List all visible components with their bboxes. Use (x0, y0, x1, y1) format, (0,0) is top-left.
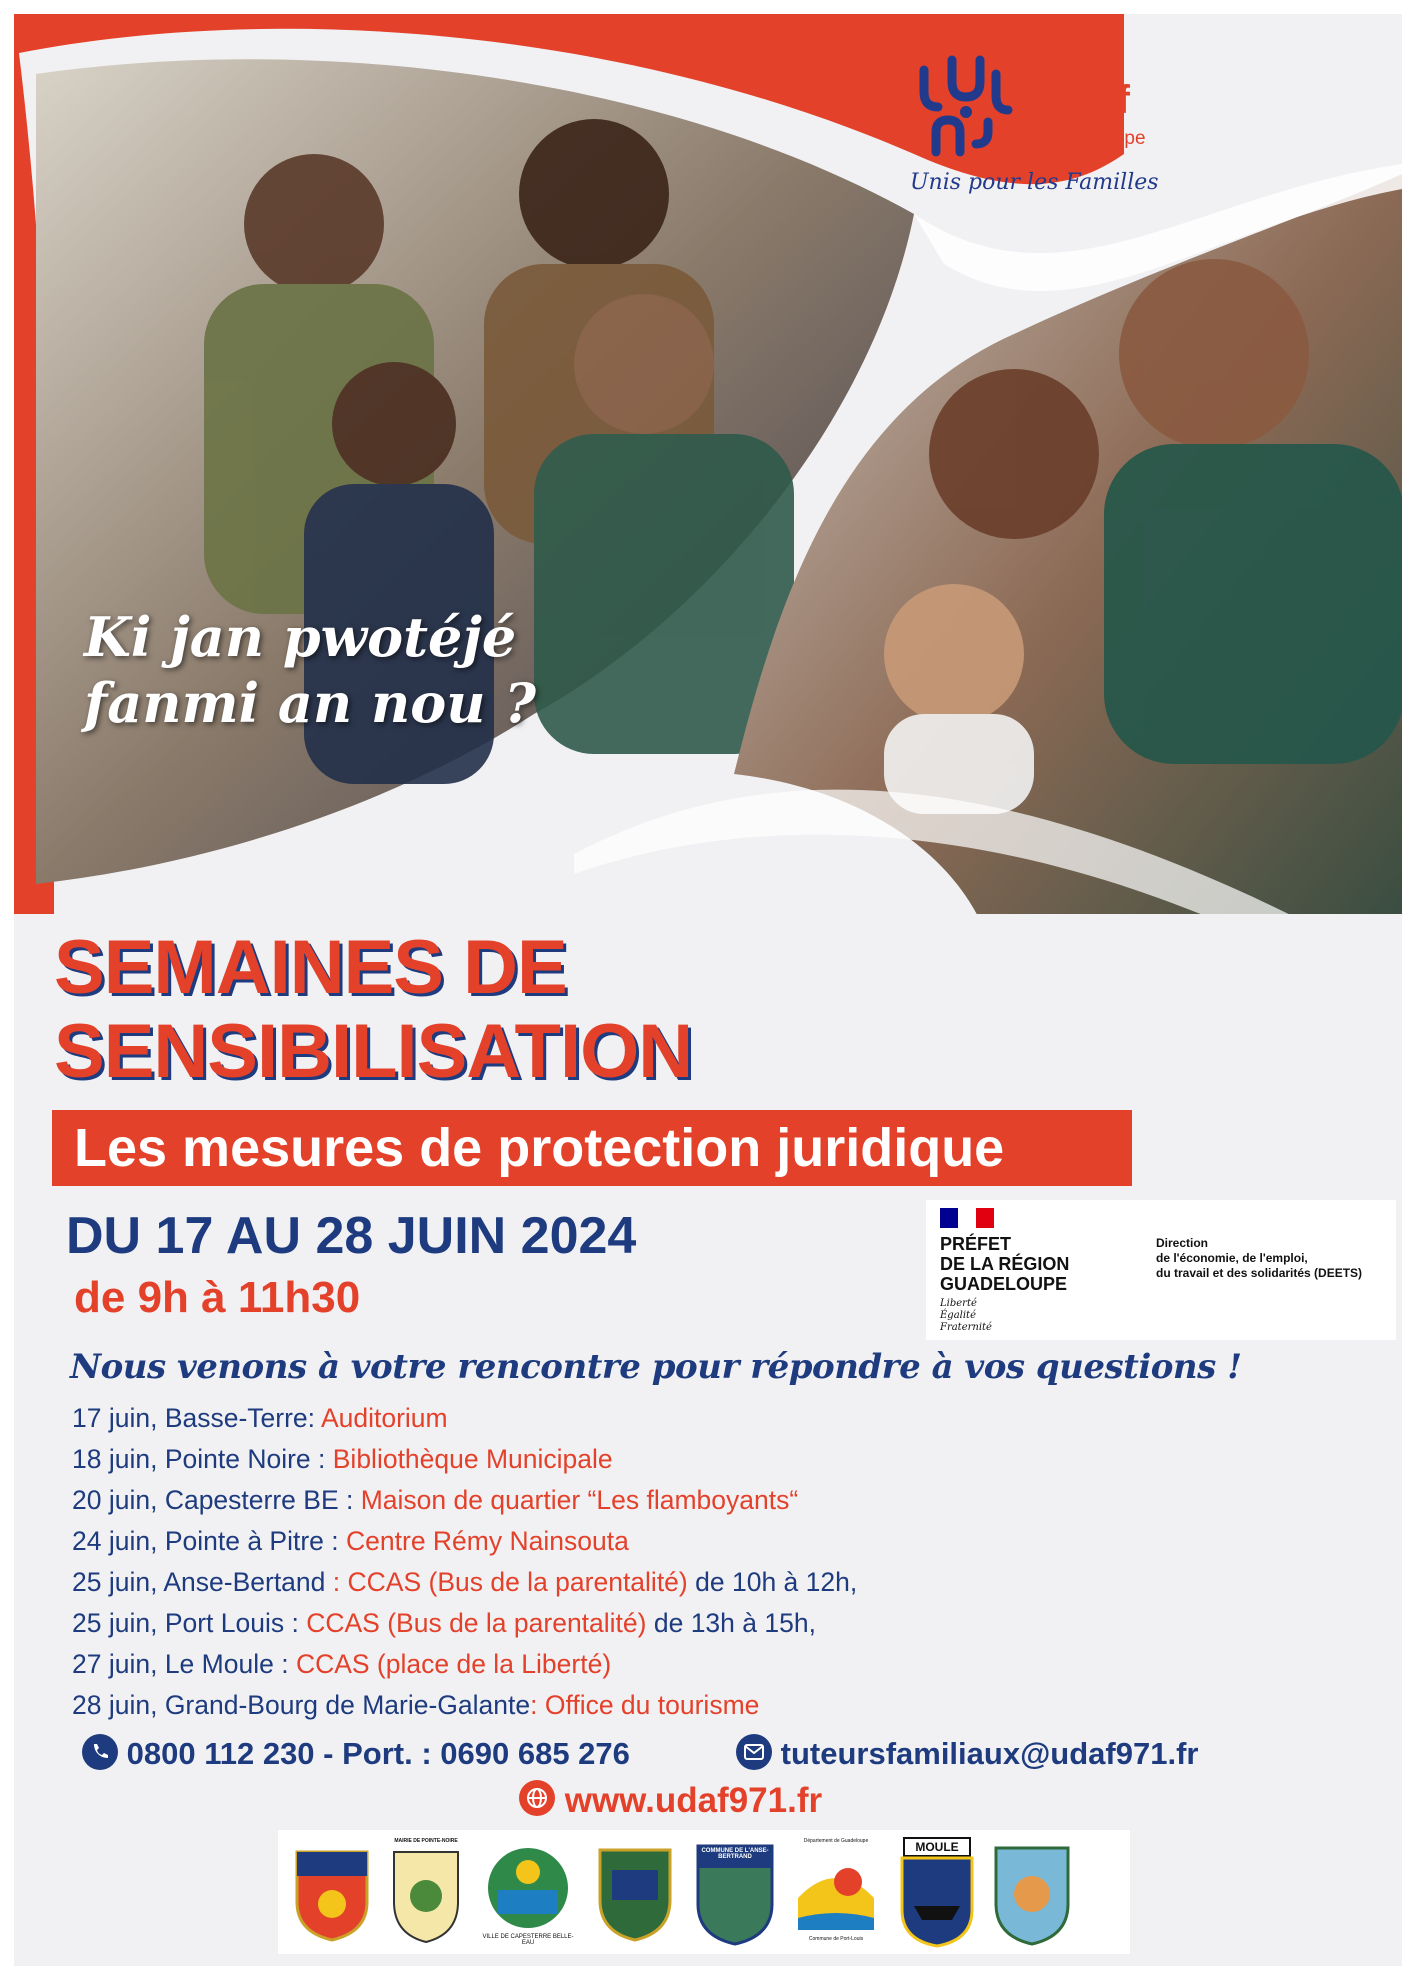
email-icon (736, 1734, 772, 1770)
main-title (54, 926, 692, 1094)
main-title-line2: SENSIBILISATION (54, 1009, 693, 1094)
event-dates: DU 17 AU 28 JUIN 2024 (66, 1207, 637, 1265)
website-link[interactable] (519, 1778, 822, 1824)
list-item (72, 1439, 857, 1480)
list-item (72, 1480, 857, 1521)
crest-pointe-noire (386, 1838, 466, 1946)
event-venue: Bibliothèque Municipale (332, 1444, 613, 1474)
event-venue: Auditorium (320, 1403, 448, 1433)
departement-label: Département de Guadeloupe (803, 1838, 869, 1844)
event-venue: Centre Rémy Nainsouta (346, 1526, 629, 1556)
marianne-flag-icon (940, 1208, 994, 1228)
crest-grand-bourg-icon (988, 1838, 1076, 1948)
event-place: 17 juin, Basse-Terre: (72, 1403, 316, 1433)
email-address[interactable]: tuteursfamiliaux@udaf971.fr (780, 1736, 1199, 1771)
crest-capesterre-label: VILLE DE CAPESTERRE BELLE-EAU (482, 1934, 574, 1946)
prefet-block (926, 1200, 1396, 1340)
globe-icon (519, 1780, 555, 1816)
subtitle: Les mesures de protection juridique (74, 1118, 1005, 1178)
tagline: Nous venons à votre rencontre pour répondre à vos questions ! (70, 1347, 1242, 1387)
photo-headline-line2: fanmi an nou ? (84, 671, 536, 735)
main-title-line1: SEMAINES DE (54, 925, 567, 1010)
prefet-title (940, 1234, 1069, 1294)
crest-basse-terre-icon (292, 1842, 372, 1942)
udaf-logo (904, 52, 1204, 222)
prefet-motto1: Liberté (940, 1298, 977, 1309)
deets-line3: du travail et des solidarités (DEETS) (1156, 1266, 1363, 1280)
website-url[interactable]: www.udaf971.fr (564, 1781, 823, 1820)
photo-headline (84, 604, 536, 736)
photo-headline-line1: Ki jan pwotéjé (84, 605, 517, 669)
list-item (72, 1562, 857, 1603)
crest-anse-bertrand (692, 1838, 778, 1946)
logo-region: Guadeloupe (1042, 128, 1146, 149)
deets-line2: de l'économie, de l'emploi, (1156, 1251, 1308, 1265)
prefet-motto (940, 1298, 992, 1334)
list-item (72, 1603, 857, 1644)
event-place: 18 juin, Pointe Noire : (72, 1444, 326, 1474)
phone-icon (82, 1734, 118, 1770)
event-place: 28 juin, Grand-Bourg de Marie-Galante (72, 1690, 531, 1720)
event-hours-extra: de 13h à 15h, (653, 1608, 816, 1638)
prefet-line3: GUADELOUPE (940, 1274, 1068, 1294)
phone-contact[interactable] (82, 1734, 630, 1774)
crest-moule-label: MOULE (915, 1840, 959, 1854)
email-contact[interactable] (736, 1734, 1198, 1774)
event-venue: Maison de quartier “Les flamboyants“ (360, 1485, 799, 1515)
partner-logos (278, 1830, 1130, 1954)
crest-capesterre (478, 1840, 578, 1946)
list-item (72, 1685, 857, 1726)
udaf-emblem-icon (904, 52, 1024, 172)
port-louis-label: Commune de Port-Louis (808, 1936, 864, 1942)
event-venue: : CCAS (Bus de la parentalité) (332, 1567, 688, 1597)
event-place: 24 juin, Pointe à Pitre : (72, 1526, 339, 1556)
logo-tagline: Unis pour les Familles (910, 170, 1159, 195)
event-venue: CCAS (Bus de la parentalité) (306, 1608, 647, 1638)
event-venue: CCAS (place de la Liberté) (295, 1649, 612, 1679)
crest-anse-bertrand-label: COMMUNE DE L'ANSE-BERTRAND (701, 1848, 769, 1860)
event-place: 20 juin, Capesterre BE : (72, 1485, 354, 1515)
event-place: 25 juin, Port Louis : (72, 1608, 299, 1638)
list-item (72, 1644, 857, 1685)
list-item (72, 1521, 857, 1562)
event-hours-extra: de 10h à 12h, (695, 1567, 858, 1597)
poster (14, 14, 1402, 1966)
list-item (72, 1398, 857, 1439)
deets-label (1156, 1236, 1362, 1281)
event-venue: : Office du tourisme (530, 1690, 760, 1720)
event-place: 27 juin, Le Moule : (72, 1649, 289, 1679)
prefet-line1: PRÉFET (940, 1234, 1012, 1254)
prefet-motto2: Égalité (940, 1310, 976, 1321)
event-hours: de 9h à 11h30 (74, 1273, 361, 1322)
deets-line1: Direction (1156, 1236, 1209, 1250)
crest-port-louis (788, 1838, 884, 1946)
logo-name: Udaf (1041, 78, 1130, 122)
prefet-line2: DE LA RÉGION (940, 1254, 1070, 1274)
crest-wreath-icon (590, 1840, 680, 1944)
prefet-motto3: Fraternité (940, 1322, 992, 1333)
event-list (72, 1398, 857, 1726)
crest-moule (896, 1836, 978, 1948)
crest-pointe-noire-label: MAIRIE DE POINTE-NOIRE (394, 1838, 458, 1844)
phone-numbers: 0800 112 230 - Port. : 0690 685 276 (126, 1736, 630, 1771)
event-place: 25 juin, Anse-Bertand (72, 1567, 326, 1597)
